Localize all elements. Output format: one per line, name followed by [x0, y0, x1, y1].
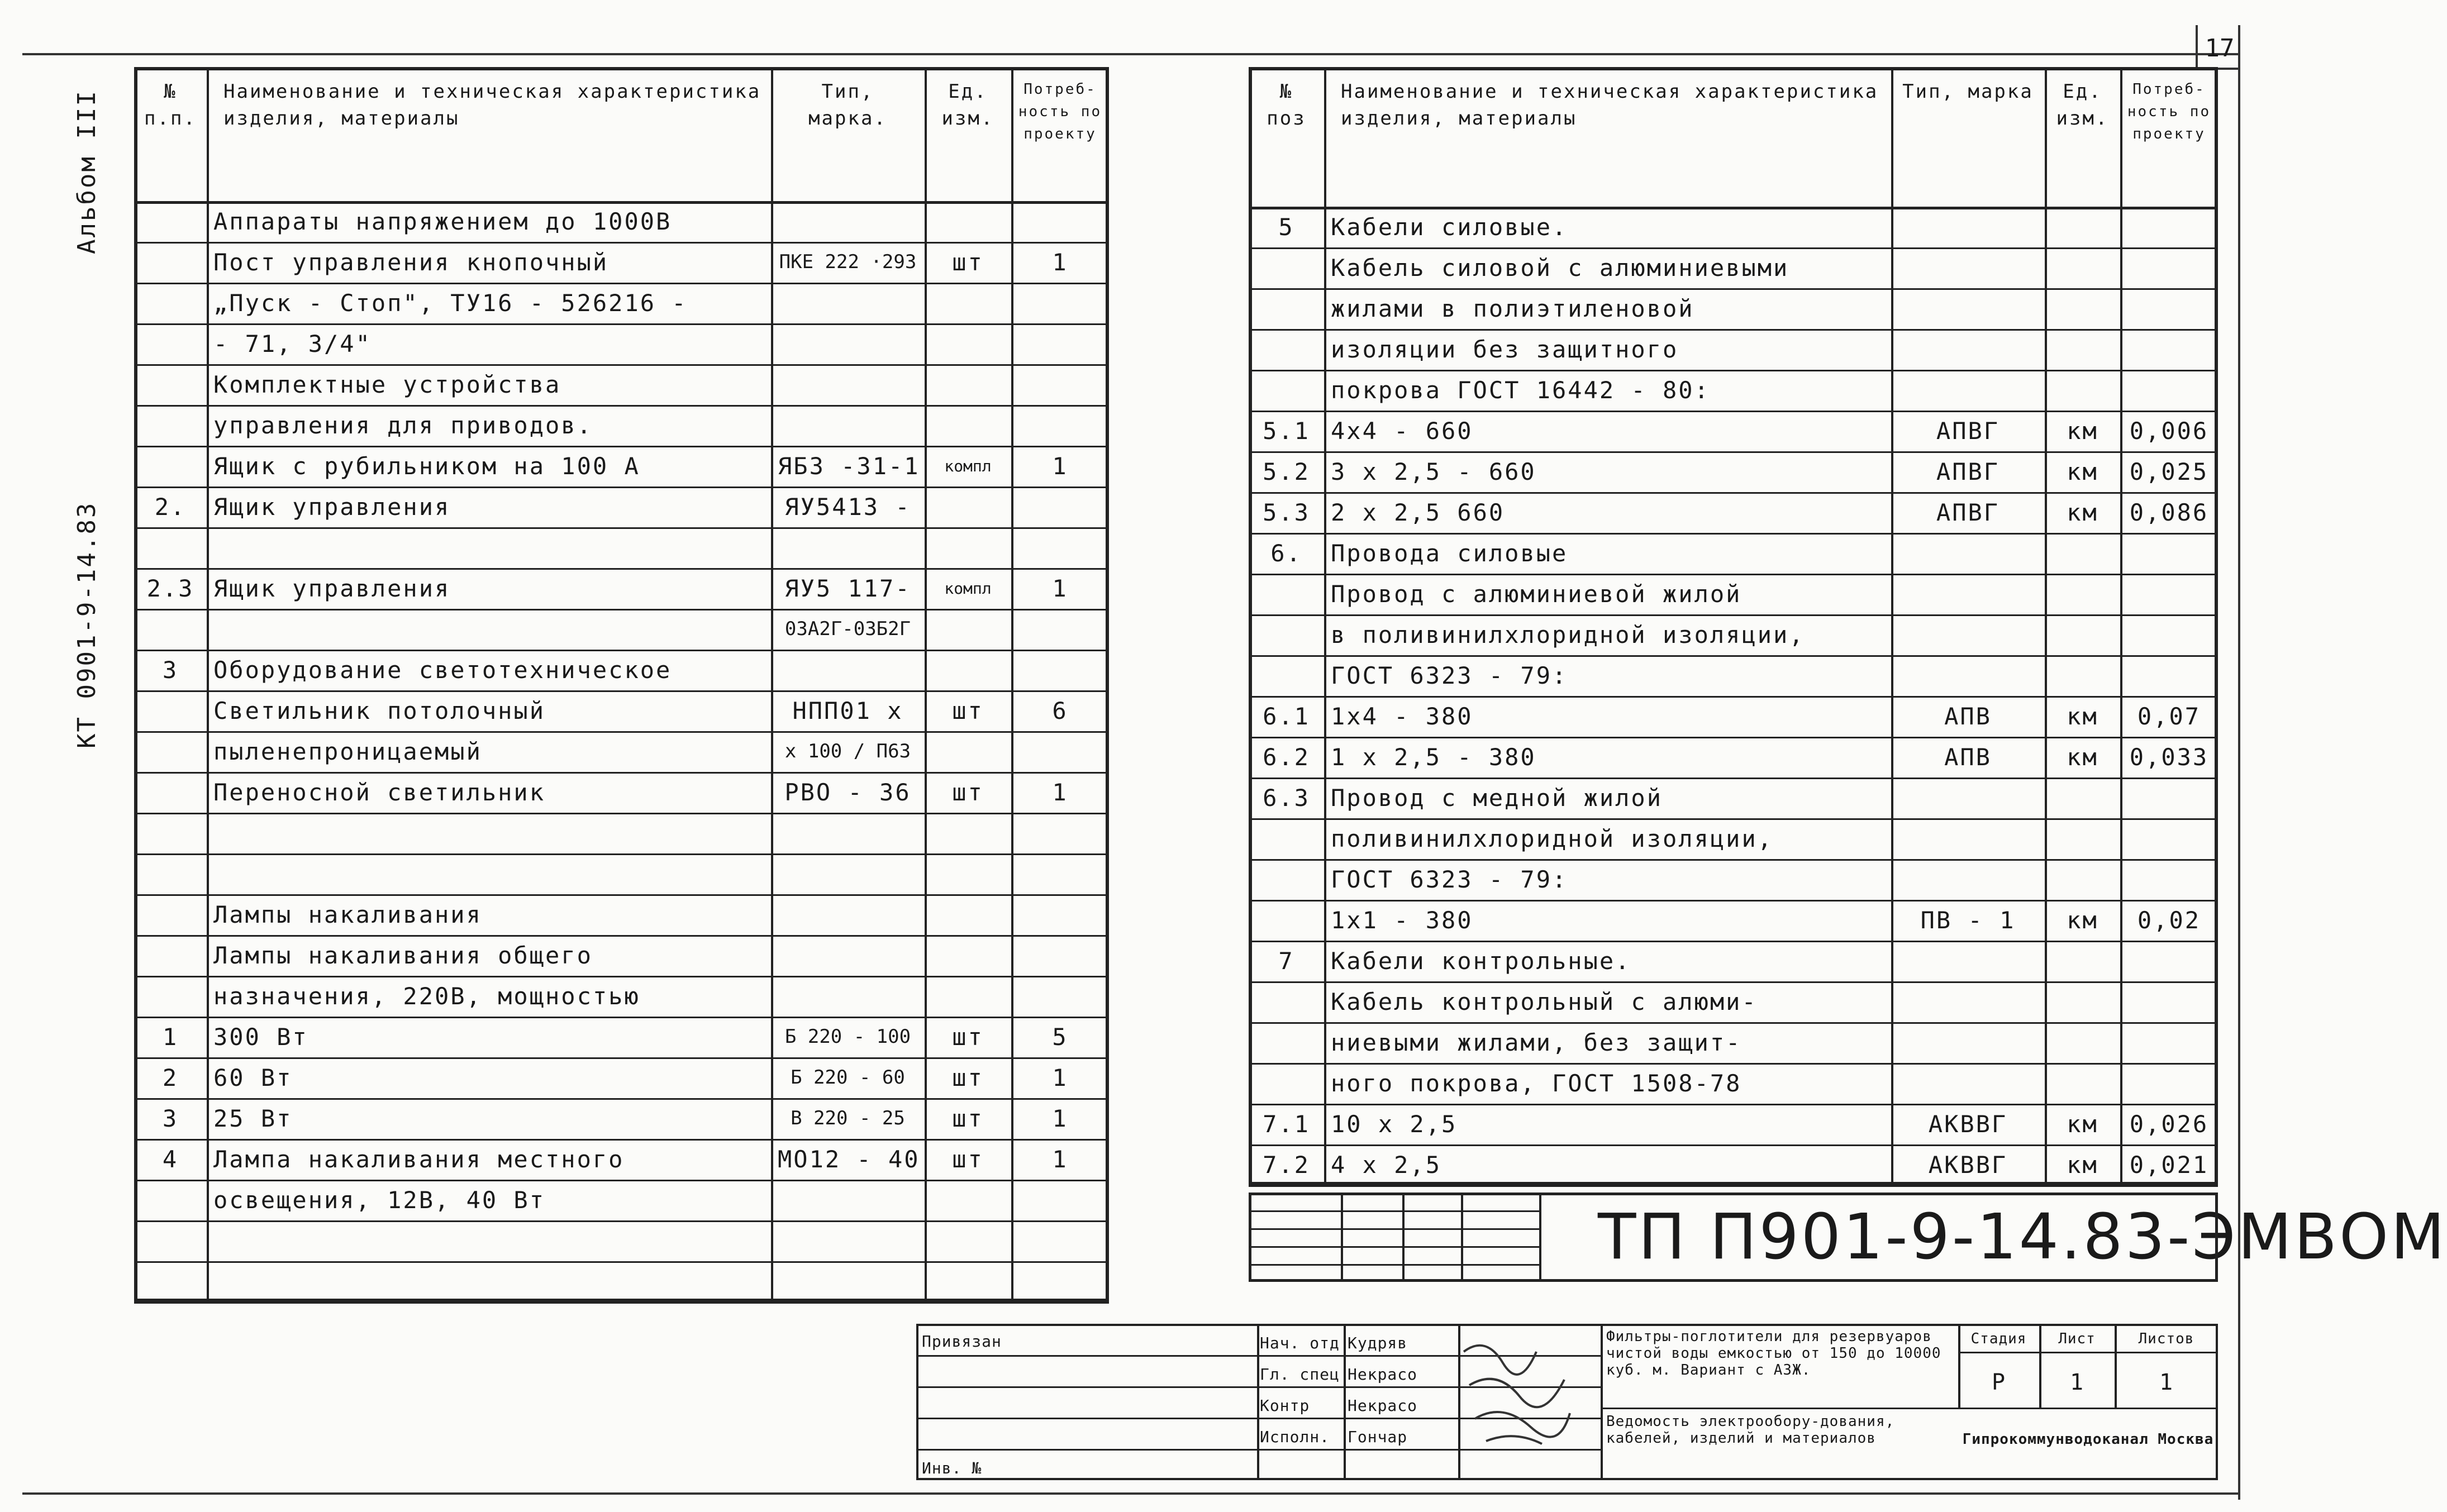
right-cell-type: АПВ — [1944, 703, 1992, 730]
left-cell-name: Ящик управления — [213, 575, 451, 602]
left-col-line — [1011, 67, 1013, 1302]
right-cell-name: ГОСТ 6323 - 79: — [1331, 662, 1568, 689]
right-cell-num: 6.1 — [1263, 703, 1310, 730]
right-cell-name: 10 х 2,5 — [1331, 1110, 1458, 1138]
right-header-name: Наименование и техническая характеристика изделия, материалы — [1341, 80, 1879, 130]
right-cell-qty: 0,07 — [2137, 703, 2201, 730]
left-cell-qty: 1 — [1052, 1146, 1068, 1173]
left-cell-name: освещения, 12В, 40 Вт — [213, 1186, 546, 1214]
right-cell-num: 7.2 — [1263, 1151, 1310, 1179]
right-cell-num: 5.3 — [1263, 499, 1310, 526]
right-cell-num: 5.2 — [1263, 458, 1310, 485]
left-row-line — [134, 1302, 1109, 1304]
left-cell-qty: 5 — [1052, 1023, 1068, 1051]
left-col-line — [925, 67, 927, 1302]
right-cell-type: АКВВГ — [1928, 1110, 2008, 1138]
left-cell-type: ЯУ5 117- — [784, 575, 911, 602]
left-row-line — [134, 1220, 1109, 1222]
right-cell-num: 7 — [1278, 947, 1294, 975]
left-cell-name: управления для приводов. — [213, 412, 593, 439]
right-cell-qty: 0,02 — [2137, 907, 2201, 934]
role-label: Исполн. — [1260, 1428, 1330, 1446]
right-cell-name: Кабель силовой с алюминиевыми — [1331, 254, 1789, 282]
role-label: Гл. спец — [1260, 1365, 1340, 1384]
left-cell-name: - 71, 3/4" — [213, 330, 372, 357]
sheet-border-right — [2238, 25, 2240, 1500]
stamp-grid-vline — [1341, 1193, 1343, 1282]
right-cell-unit: км — [2067, 743, 2098, 771]
right-col-line — [2045, 67, 2047, 1185]
right-cell-type: АКВВГ — [1928, 1151, 2008, 1179]
right-cell-name: ного покрова, ГОСТ 1508-78 — [1331, 1070, 1742, 1097]
stamp-grid-vline — [1539, 1193, 1541, 1282]
left-cell-name: Пост управления кнопочный — [213, 249, 609, 276]
left-header-name: Наименование и техническая характеристика изделия, материалы — [223, 80, 761, 130]
right-cell-name: Кабели силовые. — [1331, 213, 1568, 241]
left-cell-type: ЯБ3 -31-1 — [778, 452, 920, 480]
left-cell-name: Комплектные устройства — [213, 371, 561, 398]
stage-col-label: Стадия — [1970, 1330, 2027, 1347]
right-cell-name: ГОСТ 6323 - 79: — [1331, 866, 1568, 893]
left-cell-num: 2. — [154, 493, 187, 521]
right-cell-name: поливинилхлоридной изоляции, — [1331, 825, 1774, 852]
left-cell-type: НПП01 х — [792, 697, 903, 724]
right-row-line — [1249, 1185, 2218, 1187]
role-name: Некрасо — [1348, 1365, 1418, 1384]
left-cell-num: 3 — [162, 1105, 179, 1132]
right-cell-name: 4 х 2,5 — [1331, 1151, 1442, 1179]
left-cell-unit: шт — [952, 1064, 984, 1091]
left-cell-type: Б 220 - 100 — [784, 1026, 911, 1048]
sheets-value: 1 — [2159, 1370, 2174, 1395]
lower-vline — [1601, 1324, 1603, 1480]
stamp-grid-vline — [1402, 1193, 1405, 1282]
left-cell-name: Светильник потолочный — [213, 697, 546, 724]
tied-label: Привязан — [922, 1332, 1002, 1351]
left-cell-num: 3 — [162, 656, 179, 684]
sheet-corner-number: 17 — [2205, 34, 2235, 63]
left-header-type: Тип, марка. — [808, 80, 887, 130]
left-cell-name: 60 Вт — [213, 1064, 293, 1091]
code-box — [1249, 1193, 2218, 1282]
right-col-line — [2120, 67, 2122, 1185]
left-col-line — [771, 67, 773, 1302]
right-header-qty: Потреб-ность по проекту — [2127, 81, 2211, 142]
sheet-col-label: Лист — [2058, 1330, 2096, 1347]
right-cell-name: 1х4 - 380 — [1331, 703, 1473, 730]
role-label: Нач. отд — [1260, 1334, 1340, 1352]
right-cell-qty: 0,006 — [2129, 417, 2209, 445]
left-cell-name: Лампа накаливания местного — [213, 1146, 625, 1173]
right-cell-type: АПВГ — [1936, 499, 2000, 526]
right-col-line — [1891, 67, 1893, 1185]
right-cell-num: 6.3 — [1263, 784, 1310, 812]
left-cell-qty: 6 — [1052, 697, 1068, 724]
left-cell-unit: шт — [952, 1146, 984, 1173]
right-cell-name: Провод с медной жилой — [1331, 784, 1663, 812]
right-cell-num: 6. — [1270, 540, 1302, 567]
left-cell-num: 2 — [162, 1064, 179, 1091]
lower-vline — [1344, 1324, 1346, 1480]
left-cell-type: В 220 - 25 — [791, 1107, 905, 1129]
sheet-title: Ведомость электрообору-дования, кабелей, изделий и материалов — [1606, 1413, 1895, 1447]
left-cell-unit: компл — [944, 579, 992, 598]
right-cell-name: покрова ГОСТ 16442 - 80: — [1331, 376, 1710, 404]
left-cell-unit: шт — [952, 779, 984, 806]
right-cell-name: 1х1 - 380 — [1331, 907, 1473, 934]
left-cell-qty: 1 — [1052, 1064, 1068, 1091]
left-cell-unit: шт — [952, 1105, 984, 1132]
right-cell-name: Кабели контрольные. — [1331, 947, 1631, 975]
left-cell-qty: 1 — [1052, 575, 1068, 602]
right-cell-unit: км — [2067, 907, 2098, 934]
left-row-line — [134, 609, 1109, 610]
left-cell-name: Ящик управления — [213, 493, 451, 521]
right-cell-name: жилами в полиэтиленовой — [1331, 295, 1694, 322]
right-cell-qty: 0,026 — [2129, 1110, 2209, 1138]
right-cell-qty: 0,033 — [2129, 743, 2209, 771]
sheet-border-bottom — [22, 1492, 2240, 1495]
right-cell-qty: 0,086 — [2129, 499, 2209, 526]
left-header-num: № п.п. — [144, 80, 197, 130]
right-cell-name: 2 х 2,5 660 — [1331, 499, 1505, 526]
left-row-line — [134, 527, 1109, 529]
right-cell-unit: км — [2067, 417, 2098, 445]
role-label: Контр — [1260, 1396, 1310, 1415]
stamp-grid-line — [1249, 1210, 1539, 1212]
right-cell-type: АПВГ — [1936, 458, 2000, 485]
left-cell-type: Б 220 - 60 — [791, 1066, 905, 1089]
left-row-line — [134, 853, 1109, 855]
left-cell-num: 2.3 — [146, 575, 194, 602]
lower-vline — [1257, 1324, 1259, 1480]
role-name: Некрасо — [1348, 1396, 1418, 1415]
stamp-grid-vline — [1461, 1193, 1463, 1282]
right-cell-name: Кабель контрольный с алюми- — [1331, 988, 1758, 1015]
left-cell-name: Лампы накаливания — [213, 901, 482, 928]
left-cell-name: Оборудование светотехническое — [213, 656, 672, 684]
right-cell-name: Провод с алюминиевой жилой — [1331, 580, 1742, 608]
lower-vline — [1958, 1324, 1960, 1408]
left-cell-type: ЯУ5413 - — [784, 493, 911, 521]
right-cell-name: изоляции без защитного — [1331, 336, 1679, 363]
sheet-border-top — [22, 53, 2240, 55]
left-cell-name: пыленепроницаемый — [213, 738, 482, 765]
left-cell-name: Переносной светильник — [213, 779, 546, 806]
right-cell-type: АПВ — [1944, 743, 1992, 771]
left-cell-name: 25 Вт — [213, 1105, 293, 1132]
left-cell-name: назначения, 220В, мощностью — [213, 982, 640, 1010]
right-cell-type: ПВ - 1 — [1920, 907, 2016, 934]
left-cell-name: 300 Вт — [213, 1023, 308, 1051]
project-title: Фильтры-поглотители для резервуаров чистой воды емкостью от 150 до 10000 куб. м. Вариант с АЗЖ. — [1606, 1328, 1941, 1379]
left-cell-name: „Пуск - Стоп", ТУ16 - 526216 - — [213, 289, 688, 317]
left-cell-qty: 1 — [1052, 779, 1068, 806]
left-row-line — [134, 813, 1109, 814]
stage-value: Р — [1991, 1370, 2006, 1395]
right-header-type: Тип, марка — [1902, 80, 2034, 103]
lower-hline — [1958, 1352, 2218, 1353]
right-cell-unit: км — [2067, 458, 2098, 485]
left-cell-type: МО12 - 40 — [778, 1146, 920, 1173]
side-document-code: КТ 0901-9-14.83 — [73, 501, 101, 748]
right-cell-name: Провода силовые — [1331, 540, 1568, 567]
stamp-grid-line — [1249, 1193, 1539, 1194]
left-row-line — [134, 1261, 1109, 1263]
sheets-col-label: Листов — [2138, 1330, 2194, 1347]
right-cell-num: 7.1 — [1263, 1110, 1310, 1138]
right-cell-unit: км — [2067, 703, 2098, 730]
signature-scribbles — [1453, 1329, 1592, 1452]
lower-vline — [2039, 1324, 2041, 1408]
right-col-line — [1324, 67, 1326, 1185]
document-code: ТП П901-9-14.83-ЭМВОМ — [1598, 1201, 2447, 1273]
right-cell-name: ниевыми жилами, без защит- — [1331, 1029, 1742, 1056]
left-col-line — [207, 67, 209, 1302]
right-cell-qty: 0,025 — [2129, 458, 2209, 485]
right-cell-num: 6.2 — [1263, 743, 1310, 771]
left-cell-qty: 1 — [1052, 452, 1068, 480]
role-name: Гончар — [1348, 1428, 1408, 1446]
stamp-grid-line — [1249, 1228, 1539, 1230]
right-header-num: № поз — [1267, 80, 1306, 130]
left-cell-type: х 100 / П63 — [784, 740, 911, 762]
right-cell-unit: км — [2067, 1151, 2098, 1179]
right-cell-unit: км — [2067, 499, 2098, 526]
lower-vline — [2115, 1324, 2117, 1408]
role-name: Кудряв — [1348, 1334, 1408, 1352]
left-header-qty: Потреб-ность по проекту — [1018, 81, 1102, 142]
left-cell-num: 1 — [162, 1023, 179, 1051]
left-cell-num: 4 — [162, 1146, 179, 1173]
left-header-unit: Ед. изм. — [941, 80, 994, 130]
left-cell-type: ПКЕ 222 ·293 — [779, 251, 917, 273]
left-cell-qty: 1 — [1052, 1105, 1068, 1132]
stamp-grid-line — [1249, 1264, 1539, 1266]
left-cell-name: Аппараты напряжением до 1000В — [213, 208, 672, 235]
left-cell-type: 03А2Г-03Б2Г — [784, 618, 911, 640]
right-cell-qty: 0,021 — [2129, 1151, 2209, 1179]
right-cell-name: 4х4 - 660 — [1331, 417, 1473, 445]
stamp-grid-line — [1249, 1246, 1539, 1248]
left-cell-type: РВО - 36 — [784, 779, 911, 806]
album-label: Альбом III — [73, 89, 101, 254]
left-cell-unit: шт — [952, 249, 984, 276]
right-cell-num: 5 — [1278, 213, 1294, 241]
organization: Гипрокоммунводоканал Москва — [1962, 1431, 2214, 1448]
left-cell-name: Лампы накаливания общего — [213, 942, 593, 969]
right-cell-name: 1 х 2,5 - 380 — [1331, 743, 1536, 771]
sheet-value: 1 — [2069, 1370, 2084, 1395]
lower-hline — [1601, 1408, 2218, 1409]
left-cell-unit: компл — [944, 457, 992, 475]
left-cell-name: Ящик с рубильником на 100 А — [213, 452, 640, 480]
inv-label: Инв. № — [922, 1459, 982, 1477]
left-cell-unit: шт — [952, 697, 984, 724]
left-cell-qty: 1 — [1052, 249, 1068, 276]
right-cell-type: АПВГ — [1936, 417, 2000, 445]
right-cell-unit: км — [2067, 1110, 2098, 1138]
right-cell-name: в поливинилхлоридной изоляции, — [1331, 621, 1805, 648]
right-header-unit: Ед. изм. — [2056, 80, 2109, 130]
left-cell-unit: шт — [952, 1023, 984, 1051]
right-cell-num: 5.1 — [1263, 417, 1310, 445]
right-cell-name: 3 х 2,5 - 660 — [1331, 458, 1536, 485]
